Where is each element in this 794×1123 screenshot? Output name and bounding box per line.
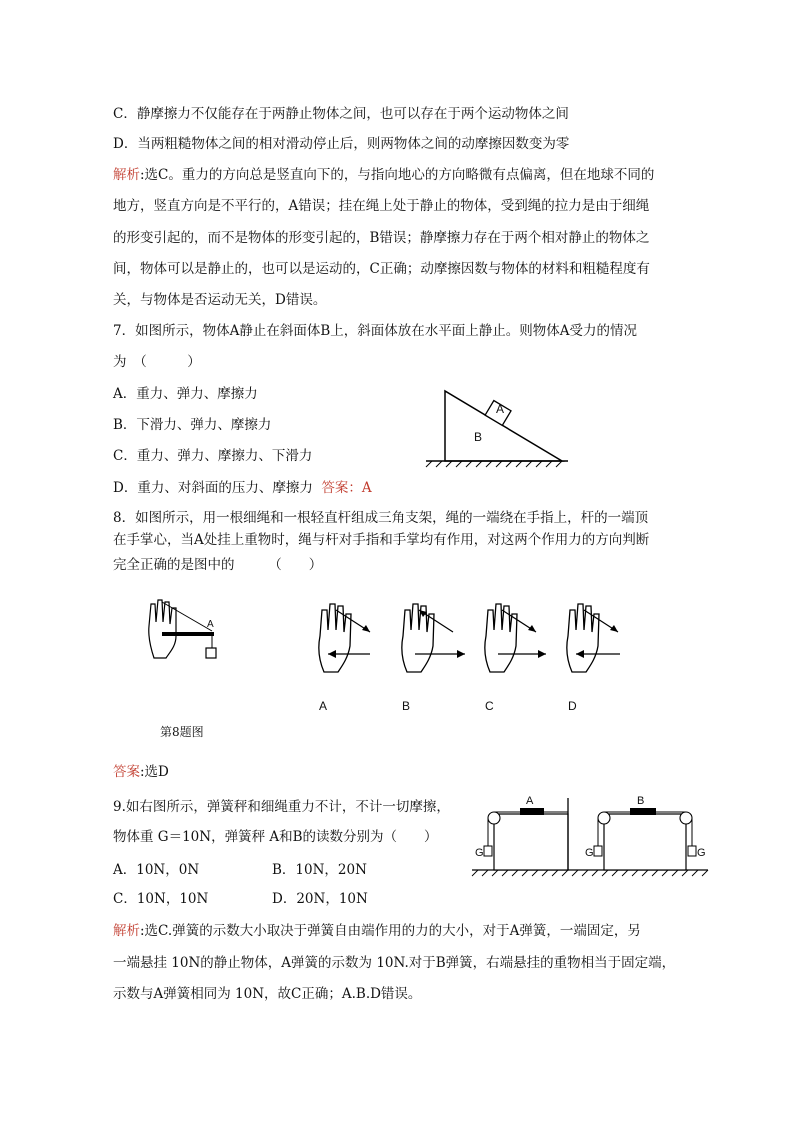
q8-stem-line-2: 在手掌心，当A处挂上重物时，绳与杆对手指和手掌均有作用，对这两个作用力的方向判断: [113, 532, 650, 548]
q6-analysis-line-3: 的形变引起的，而不是物体的形变引起的，B错误；静摩擦力存在于两个相对静止的物体之: [113, 230, 650, 246]
q9-spring-scale-figure: [470, 794, 710, 884]
analysis-label: 解析: [113, 923, 140, 939]
q8-stem-line-1: 8．如图所示，用一根细绳和一根轻直杆组成三角支架，绳的一端绕在手指上，杆的一端顶: [113, 510, 649, 526]
q9-analysis-line-2: 一端悬挂 10N的静止物体，A弹簧的示数为 10N.对于B弹簧，右端悬挂的重物相当于固定端，: [113, 955, 676, 971]
q9-analysis-line-3: 示数与A弹簧相同为 10N，故C正确；A.B.D错误。: [113, 986, 422, 1002]
q6-analysis-line-5: 关，与物体是否运动无关，D错误。: [113, 292, 327, 308]
q7-stem-line-1: 7．如图所示，物体A静止在斜面体B上，斜面体放在水平面上静止。则物体A受力的情况: [113, 323, 638, 339]
q6-analysis-line-2: 地方，竖直方向是不平行的，A错误；挂在绳上处于静止的物体，受到绳的拉力是由于细绳: [113, 198, 650, 214]
analysis-text: :选C.弹簧的示数大小取决于弹簧自由端作用的力的大小，对于A弹簧，一端固定，另: [140, 923, 641, 939]
analysis-text: :选C。重力的方向总是竖直向下的，与指向地心的方向略微有点偏离，但在地球不同的: [140, 167, 655, 183]
q8-choice-hand-c: [478, 600, 553, 678]
q7-option-d-text: D．重力、对斜面的压力、摩擦力: [113, 480, 313, 496]
q7-option-d: [113, 478, 372, 498]
q6-option-c: C．静摩擦力不仅能存在于两静止物体之间，也可以存在于两个运动物体之间: [113, 106, 569, 122]
q6-option-d: D．当两粗糙物体之间的相对滑动停止后，则两物体之间的动摩擦因数变为零: [113, 136, 570, 152]
q8-main-hand-figure: [140, 596, 220, 664]
q8-choice-label-b: B: [402, 699, 411, 713]
q8-choice-label-c: C: [485, 699, 494, 713]
q7-incline-label: B: [474, 430, 483, 444]
q9-scale-a-label: A: [526, 795, 534, 807]
q9-stem-line-1: 9.如右图所示，弹簧秤和细绳重力不计，不计一切摩擦，: [113, 799, 450, 815]
q9-weight-label-middle: G: [585, 847, 594, 859]
q8-figure-caption: 第8题图: [160, 725, 204, 739]
q9-scale-b-label: B: [637, 795, 645, 807]
q8-choice-label-d: D: [568, 699, 577, 713]
q8-stem-line-3: 完全正确的是图中的 （ ）: [113, 557, 323, 573]
q9-option-a: A．10N，0N: [113, 862, 200, 878]
q7-stem-line-2: 为 （ ）: [113, 354, 201, 370]
q7-incline-figure: [420, 385, 570, 470]
q9-weight-label-right: G: [697, 847, 706, 859]
q6-analysis-line-4: 间，物体可以是静止的，也可以是运动的，C正确；动摩擦因数与物体的材料和粗糙程度有: [113, 261, 650, 277]
q9-analysis-line-1: [113, 921, 641, 941]
q8-choice-label-a: A: [319, 699, 328, 713]
q8-choice-hand-b: [395, 600, 470, 678]
q7-block-label: A: [496, 402, 505, 416]
q9-option-c: C．10N，10N: [113, 891, 209, 907]
q9-stem-line-2: 物体重 G＝10N，弹簧秤 A和B的读数分别为（ ）: [113, 829, 438, 845]
q9-option-b: B．10N，20N: [272, 862, 367, 878]
q7-option-c: C．重力、弹力、摩擦力、下滑力: [113, 448, 313, 464]
q7-option-b: B．下滑力、弹力、摩擦力: [113, 417, 272, 433]
answer-text: :选D: [140, 764, 169, 780]
q8-choice-hand-d: [560, 600, 635, 678]
q9-weight-label-left: G: [475, 847, 484, 859]
q8-choice-hand-a: [312, 600, 382, 678]
q8-answer: [113, 762, 169, 782]
q7-option-a: A．重力、弹力、摩擦力: [113, 386, 258, 402]
q8-point-a-label: A: [207, 619, 214, 630]
q7-answer: 答案：A: [321, 480, 372, 496]
q9-option-d: D．20N，10N: [272, 891, 368, 907]
q6-analysis-line-1: [113, 165, 654, 185]
answer-label: 答案: [113, 764, 140, 780]
analysis-label: 解析: [113, 167, 140, 183]
